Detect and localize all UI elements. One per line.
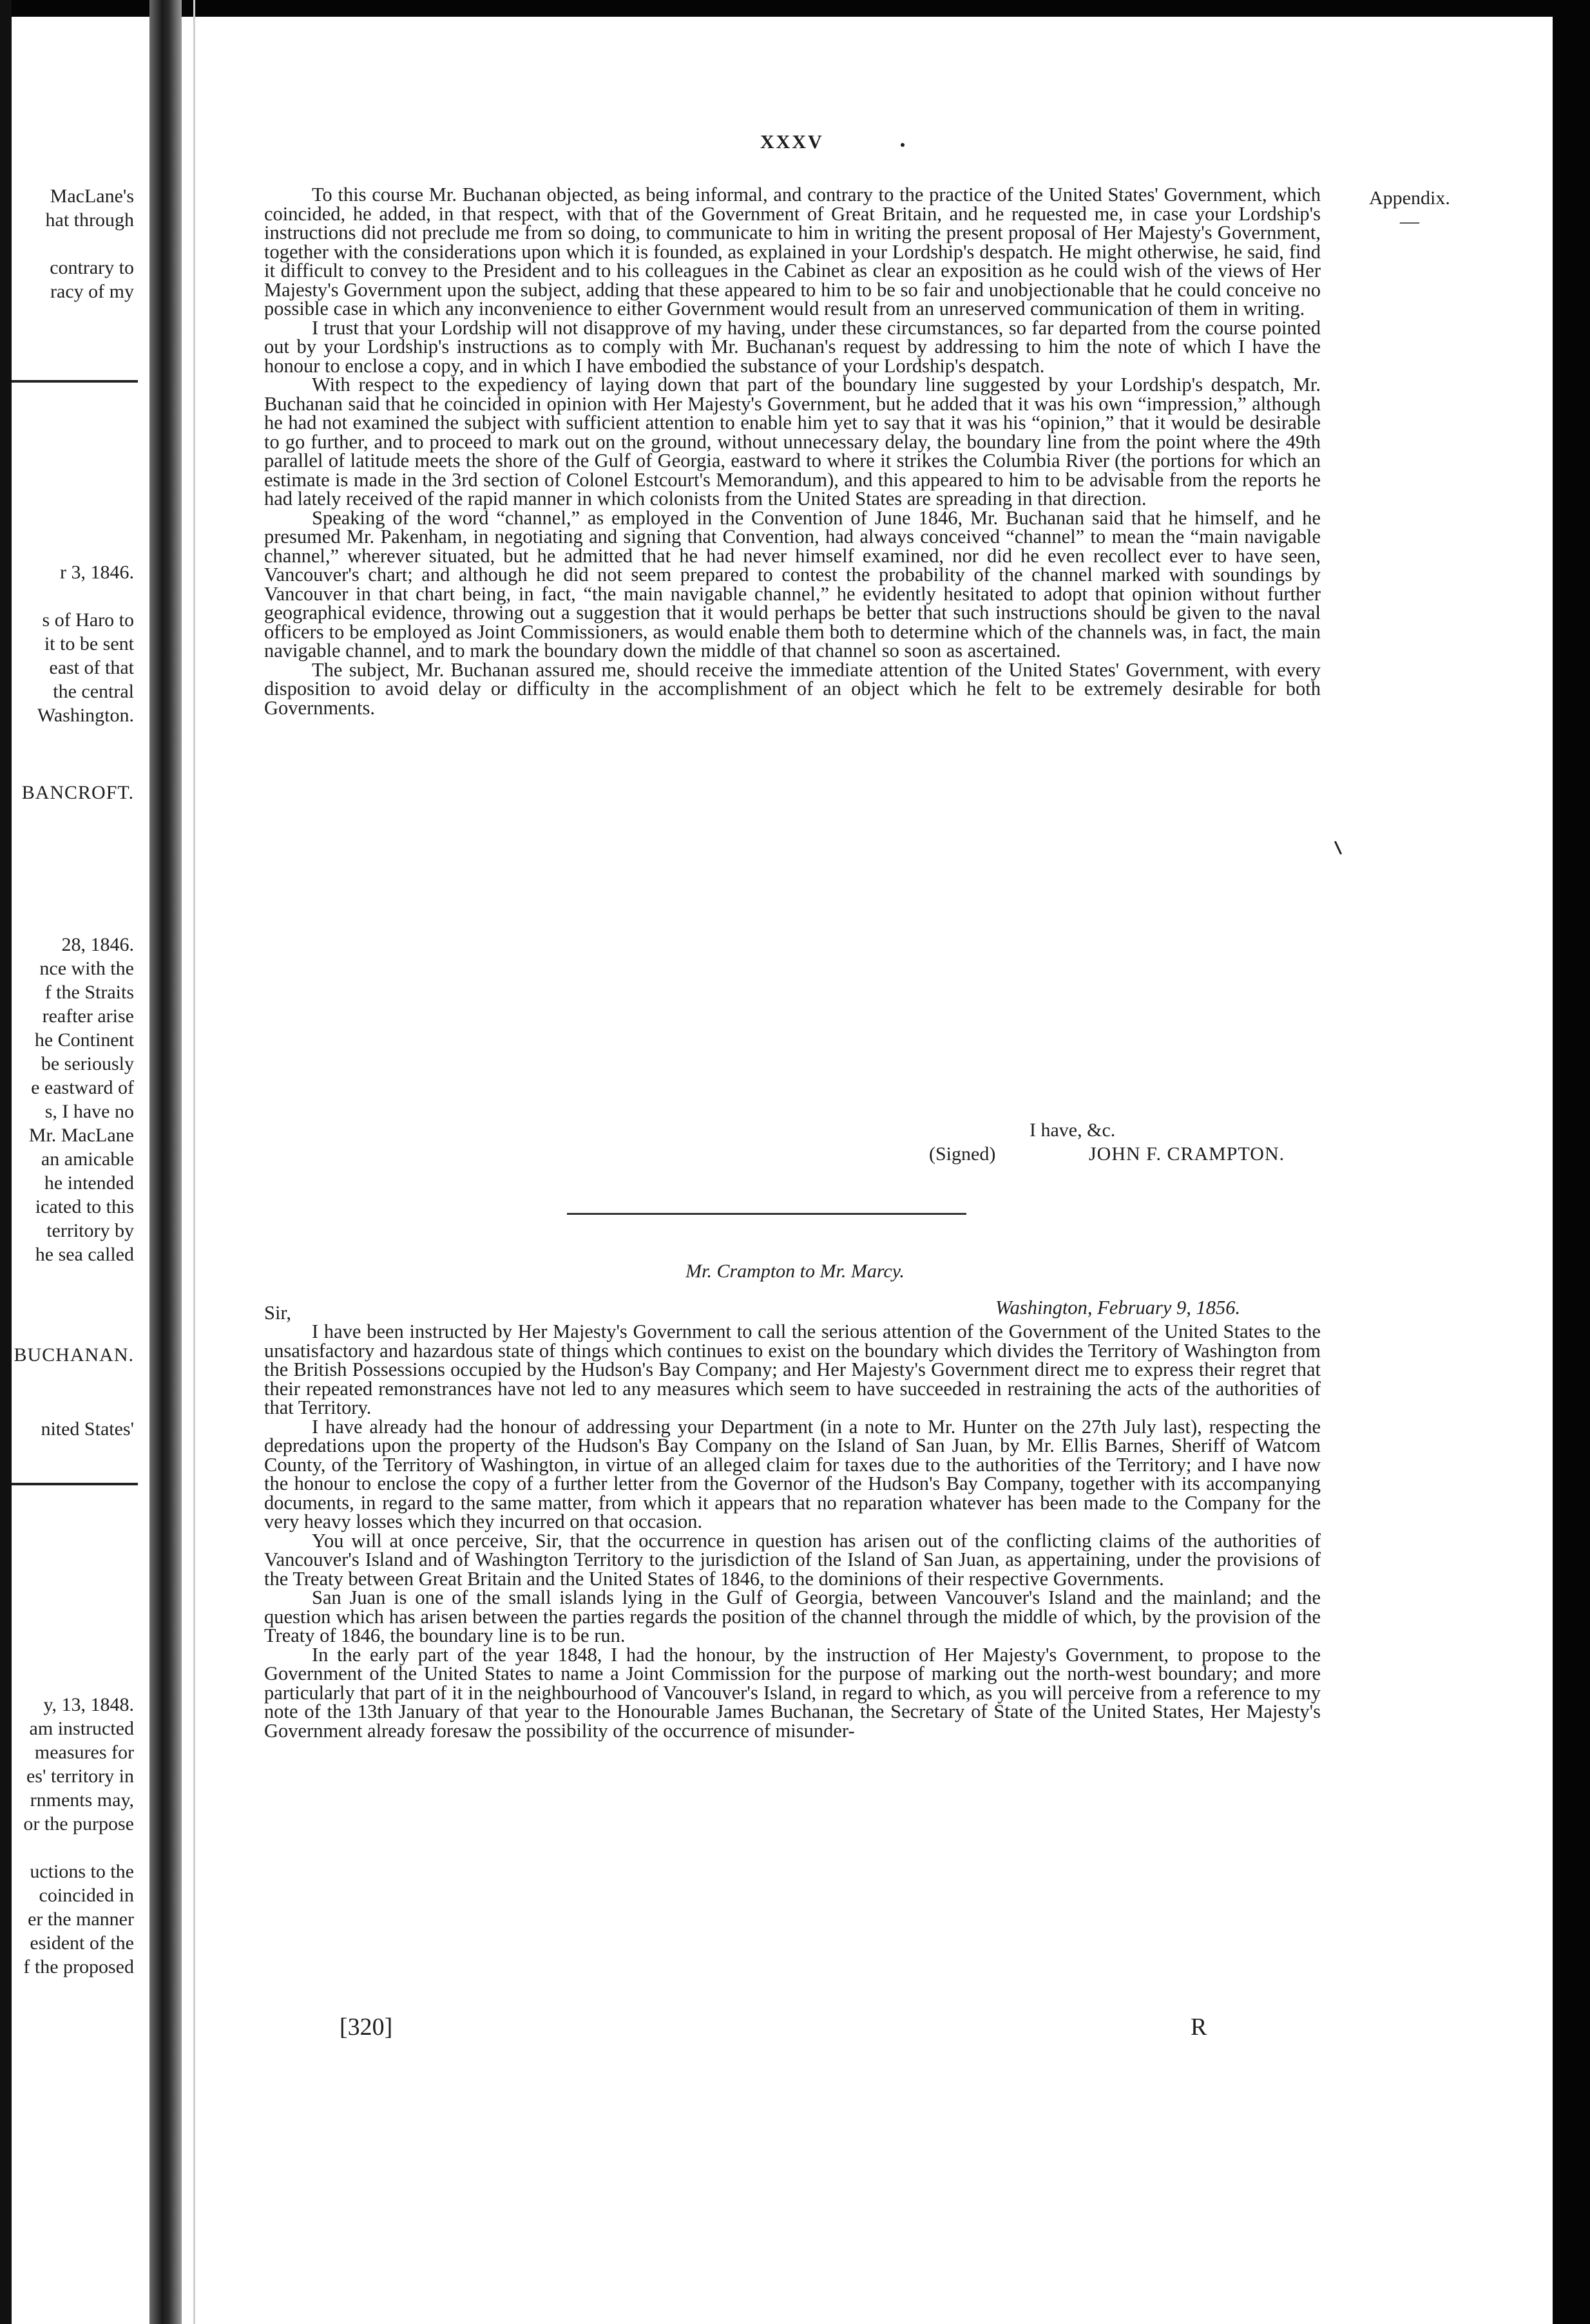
fragment-line: y, 13, 1848.	[43, 1694, 134, 1715]
footer-signature-mark: R	[1191, 2014, 1207, 2041]
paragraph: I have been instructed by Her Majesty's Government to call the serious attention of the Government of the United States to the unsatisfactory and hazardous state of things which continues to exist on the boundary which divides the Territory of Washington from the British Possessions occupied by the Hudson's Bay Company; and Her Majesty's Government direct me to express their regret that their repeated remonstrances have not led to any measures which seem to have succeeded in restraining the acts of the authorities of that Territory.	[264, 1320, 1321, 1418]
fragment-line: territory by	[46, 1220, 134, 1241]
letter-title: Mr. Crampton to Mr. Marcy.	[685, 1261, 905, 1282]
fragment-line: uctions to the	[30, 1861, 134, 1882]
fragment-line: Washington.	[37, 705, 134, 726]
footer-number: [320]	[340, 2014, 393, 2041]
fragment-line: s of Haro to	[42, 609, 134, 631]
fragment-line: coincided in	[39, 1885, 134, 1906]
left-fragment-4	[12, 933, 134, 1266]
left-fragment-6	[12, 1417, 134, 1441]
fragment-line: MacLane's	[50, 186, 134, 207]
left-divider	[12, 1483, 138, 1485]
fragment-line: esident of the	[30, 1932, 134, 1954]
fragment-line: nited States'	[41, 1418, 134, 1440]
fragment-line: 28, 1846.	[61, 934, 134, 955]
appendix-label: Appendix.	[1369, 187, 1450, 209]
fragment-line: Mr. MacLane	[28, 1125, 134, 1146]
fragment-line: icated to this	[35, 1196, 134, 1217]
fragment-line	[12, 584, 134, 608]
appendix-dash: —	[1399, 211, 1419, 232]
scan-border-right	[1553, 0, 1590, 2324]
closing: I have, &c.	[1030, 1119, 1116, 1141]
fragment-line: reafter arise	[42, 1005, 134, 1027]
fragment-line: he sea called	[35, 1244, 134, 1265]
fragment-line: e eastward of	[31, 1077, 134, 1098]
paragraph: The subject, Mr. Buchanan assured me, should receive the immediate attention of the United States' Government, with every disposition to avoid delay or difficulty in the accomplishment of an object which he felt to be extremely desirable for both Governments.	[264, 658, 1321, 719]
fragment-line: he intended	[44, 1172, 134, 1194]
fragment-line: measures for	[34, 1742, 134, 1763]
fragment-line: racy of my	[50, 281, 134, 302]
left-fragment-1	[12, 184, 134, 303]
scan-border-top	[0, 0, 1590, 17]
fragment-line	[12, 232, 134, 256]
page-number: XXXV	[760, 131, 824, 153]
paragraph: With respect to the expediency of laying down that part of the boundary line suggested by your Lordship's despatch, Mr. Buchanan said that he coincided in opinion with Her Majesty's Government, but he added that it was his own “impression,” although he had not examined the subject with sufficient attention to enable him yet to say that it was his “opinion,” that it would be desirable to go further, and to proceed to mark out on the ground, without unnecessary delay, the boundary line from the point where the 49th parallel of latitude meets the shore of the Gulf of Georgia, eastward to where it strikes the Columbia River (the portions for which an estimate is made in the 3rd section of Colonel Estcourt's Memorandum), and this appeared to him to be advisable from the reports he had lately received of the rapid manner in which colonists from the United States are spreading in that direction.	[264, 374, 1321, 510]
fragment-line: be seriously	[41, 1053, 134, 1074]
left-fragment-5	[12, 1343, 134, 1367]
fragment-line: east of that	[49, 657, 134, 678]
fragment-line: s, I have no	[44, 1101, 134, 1122]
fragment-line: am instructed	[29, 1718, 134, 1739]
signature: JOHN F. CRAMPTON.	[1089, 1143, 1285, 1165]
left-fragment-2	[12, 560, 134, 727]
paragraph: You will at once perceive, Sir, that the occurrence in question has arisen out of the conflicting claims of the authorities of Vancouver's Island and of Washington Territory to the jurisdiction of the Island of San Juan, as appertaining, under the provisions of the Treaty between Great Britain and the United States of 1846, to the dominions of their respective Governments.	[264, 1529, 1321, 1590]
paragraph: Speaking of the word “channel,” as employed in the Convention of June 1846, Mr. Buchanan said that he himself, and he presumed Mr. Pakenham, in negotiating and signing that Convention, had always conceived “channel” to mean the “main navigable channel,” wherever situated, but he admitted that he had never himself examined, nor did he even recollect ever to have seen, Vancouver's chart; and although he did not seem prepared to contest the probability of the channel marked with soundings by Vancouver in that chart being, in fact, “the main navigable channel,” he evidently hesitated to adopt that opinion without further geographical evidence, throwing out a suggestion that it would perhaps be better that such instructions should be given to the naval officers to be employed as Joint Commissioners, as would enable them both to determine which of the channels was, in fact, the main navigable channel, and to mark the boundary down the middle of that channel so soon as ascertained.	[264, 506, 1321, 662]
salutation: Sir,	[264, 1302, 291, 1324]
paragraph: In the early part of the year 1848, I had the honour, by the instruction of Her Majesty's Government, to propose to the Government of the United States to name a Joint Commission for the purpose of marking out the north-west boundary; and more particularly that part of it in the neighbourhood of Vancouver's Island, in regard to which, as you will perceive from a reference to my note of the 13th January of that year to the Honourable James Buchanan, the Secretary of State of the United States, Her Majesty's Government already foresaw the possibility of the occurrence of misunder-	[264, 1643, 1321, 1742]
letter-body-1	[264, 186, 1321, 718]
fragment-line: nce with the	[39, 958, 134, 979]
scan-border-left	[0, 0, 12, 2324]
fragment-line: es' territory in	[26, 1766, 134, 1787]
fragment-line	[12, 1836, 134, 1860]
fragment-line: or the purpose	[23, 1813, 134, 1834]
paragraph: San Juan is one of the small islands lying in the Gulf of Georgia, between Vancouver's Island and the mainland; and the question which has arisen between the parties regards the position of the channel through the middle of which, by the provision of the Treaty of 1846, the boundary line is to be run.	[264, 1586, 1321, 1646]
fragment-line: the central	[53, 681, 134, 702]
margin-mark	[1334, 838, 1348, 854]
fragment-line: r 3, 1846.	[60, 562, 134, 583]
letter-body-2	[264, 1322, 1321, 1740]
book-gutter	[149, 0, 182, 2324]
fragment-line: it to be sent	[44, 633, 134, 654]
fragment-line: er the manner	[28, 1909, 134, 1930]
fragment-line: rnments may,	[30, 1789, 134, 1811]
left-divider	[12, 380, 138, 383]
fragment-line: contrary to	[50, 257, 134, 278]
left-fragment-7	[12, 1693, 134, 1979]
left-fragment-3	[12, 781, 134, 805]
section-divider	[567, 1213, 966, 1215]
fragment-line: hat through	[45, 209, 134, 231]
ink-speck	[901, 143, 905, 147]
paragraph: To this course Mr. Buchanan objected, as being informal, and contrary to the practice of the United States' Government, which coincided, he added, in that respect, with that of the Government of Great Britain, and he requested me, in case your Lordship's instructions did not preclude me from so doing, to communicate to him in writing the present proposal of Her Majesty's Government, together with the considerations upon which it is founded, as explained in your Lordship's despatch. He might otherwise, he said, find it difficult to convey to the President and to his colleagues in the Cabinet as clear an exposition as he could wish of the views of Her Majesty's Government upon the subject, adding that these appeared to him to be so fair and unobjectionable that he could conceive no possible case in which any inconvenience to either Government would result from an unreserved communication of them in writing.	[264, 184, 1321, 319]
signed-label: (Signed)	[929, 1143, 996, 1165]
fragment-line: f the Straits	[44, 982, 134, 1003]
appendix-marginal-label	[1369, 187, 1450, 233]
fragment-line: an amicable	[41, 1148, 134, 1170]
fragment-line: he Continent	[34, 1029, 134, 1051]
fragment-line: BANCROFT.	[21, 782, 134, 803]
dateline: Washington, February 9, 1856.	[995, 1297, 1241, 1319]
page-edge	[193, 0, 195, 2324]
fragment-line: f the proposed	[23, 1956, 134, 1977]
paragraph: I have already had the honour of addressing your Department (in a note to Mr. Hunter on the 27th July last), respecting the depredations upon the property of the Hudson's Bay Company on the Island of San Juan, by Mr. Ellis Barnes, Sheriff of Watcom County, of the Territory of Washington, in virtue of an alleged claim for taxes due to the authorities of the Territory; and I have now the honour to enclose the copy of a further letter from the Governor of the Hudson's Bay Company, together with its accompanying documents, in regard to the same matter, from which it appears that no reparation whatever has been made to the Company for the very heavy losses which they incurred on that occasion.	[264, 1415, 1321, 1532]
paragraph: I trust that your Lordship will not disapprove of my having, under these circumstances, so far departed from the course pointed out by your Lordship's instructions as to comply with Mr. Buchanan's request by addressing to him the note of which I have the honour to enclose a copy, and in which I have embodied the substance of your Lordship's despatch.	[264, 316, 1321, 377]
fragment-line: BUCHANAN.	[14, 1344, 134, 1366]
